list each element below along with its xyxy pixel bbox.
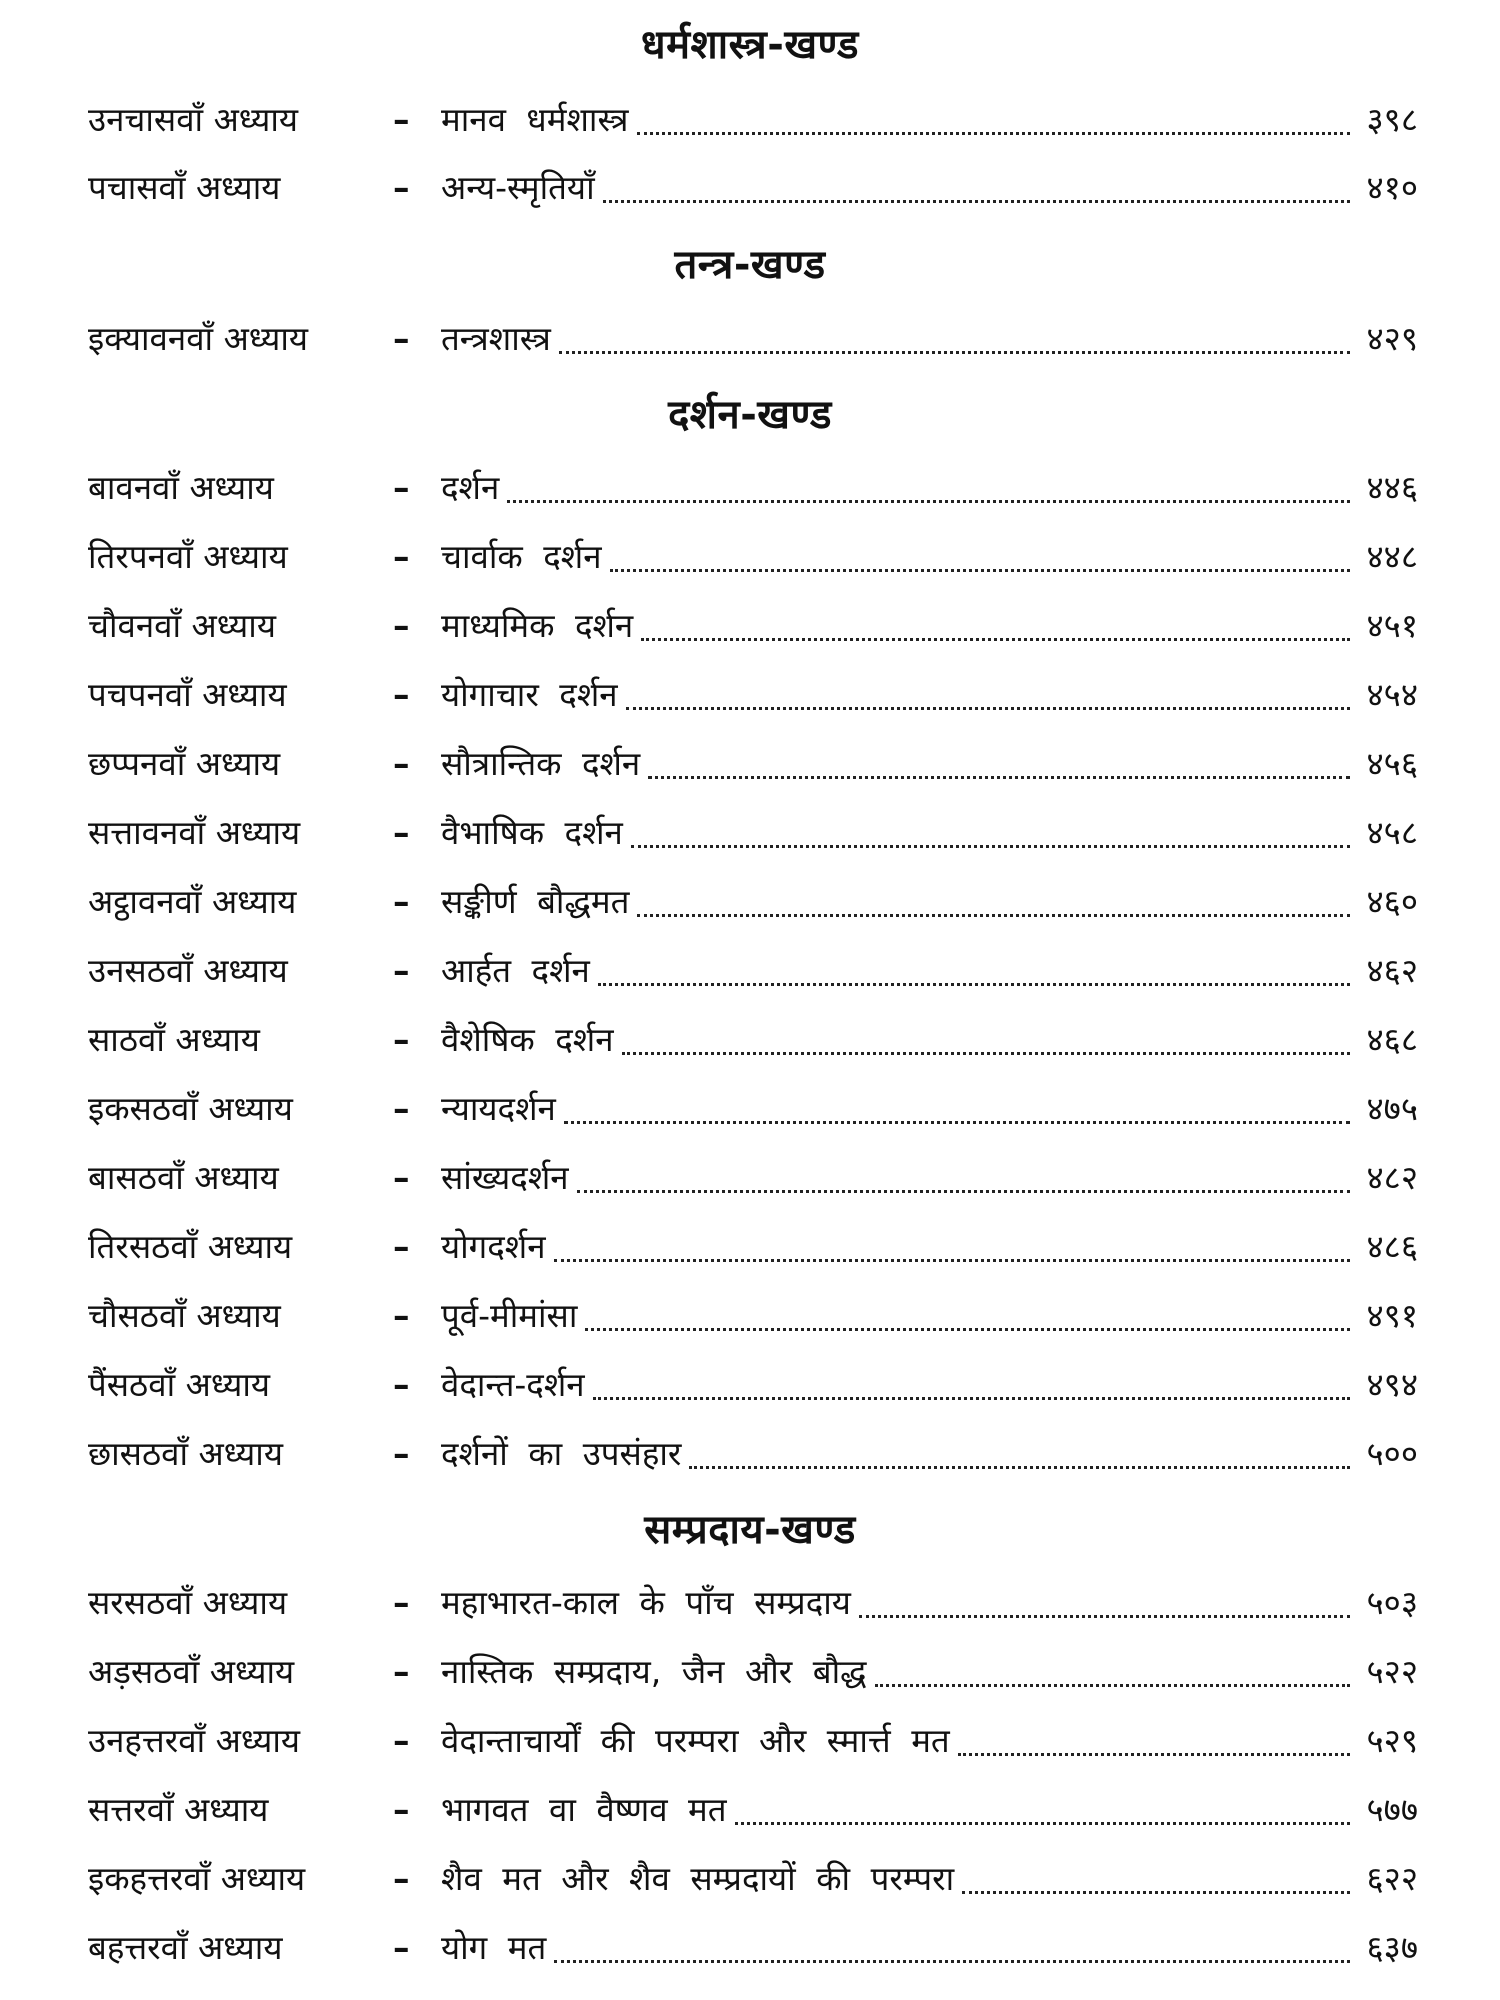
page-number: ४४८ bbox=[1366, 537, 1418, 576]
chapter-title: भागवत वा वैष्णव मत bbox=[441, 1790, 727, 1829]
toc-entry bbox=[88, 532, 1418, 582]
dash: – bbox=[393, 813, 410, 852]
chapter-title: दर्शनों का उपसंहार bbox=[441, 1434, 682, 1473]
dash: – bbox=[393, 1721, 410, 1760]
dot-leader bbox=[585, 1328, 1350, 1331]
dash: – bbox=[393, 1859, 410, 1898]
dash: – bbox=[393, 675, 410, 714]
chapter-label: छासठवाँ अध्याय bbox=[88, 1434, 283, 1473]
toc-entry bbox=[88, 95, 1418, 145]
page-number: ४४६ bbox=[1366, 468, 1418, 507]
dot-leader bbox=[554, 1960, 1350, 1963]
page-number: ४२९ bbox=[1366, 319, 1418, 358]
page-number: ४५८ bbox=[1366, 813, 1418, 852]
toc-entry bbox=[88, 1429, 1418, 1479]
dash: – bbox=[393, 1296, 410, 1335]
dash: – bbox=[393, 1652, 410, 1691]
dot-leader bbox=[631, 845, 1350, 848]
chapter-label: पैंसठवाँ अध्याय bbox=[88, 1365, 271, 1404]
dot-leader bbox=[626, 707, 1350, 710]
chapter-label: सत्तरवाँ अध्याय bbox=[88, 1790, 269, 1829]
chapter-title: सङ्कीर्ण बौद्धमत bbox=[441, 882, 630, 921]
chapter-label: इक्यावनवाँ अध्याय bbox=[88, 319, 309, 358]
dot-leader bbox=[622, 1052, 1350, 1055]
chapter-title: योग मत bbox=[441, 1928, 547, 1967]
chapter-label: इकसठवाँ अध्याय bbox=[88, 1089, 293, 1128]
chapter-label: उनहत्तरवाँ अध्याय bbox=[88, 1721, 301, 1760]
chapter-label: अट्ठावनवाँ अध्याय bbox=[88, 882, 297, 921]
dot-leader bbox=[593, 1397, 1350, 1400]
chapter-label: बहत्तरवाँ अध्याय bbox=[88, 1928, 283, 1967]
dot-leader bbox=[641, 638, 1350, 641]
chapter-title: वैशेषिक दर्शन bbox=[441, 1020, 614, 1059]
toc-entry bbox=[88, 670, 1418, 720]
dot-leader bbox=[637, 914, 1350, 917]
page-number: ४९१ bbox=[1366, 1296, 1418, 1335]
dot-leader bbox=[559, 351, 1350, 354]
toc-entry bbox=[88, 1716, 1418, 1766]
dot-leader bbox=[598, 983, 1350, 986]
dash: – bbox=[393, 168, 410, 207]
dot-leader bbox=[648, 776, 1350, 779]
page-number: ५७७ bbox=[1366, 1790, 1418, 1829]
page-number: ४५६ bbox=[1366, 744, 1418, 783]
chapter-title: आर्हत दर्शन bbox=[441, 951, 590, 990]
dot-leader bbox=[962, 1891, 1350, 1894]
page-number: ४६८ bbox=[1366, 1020, 1418, 1059]
dot-leader bbox=[554, 1259, 1350, 1262]
dot-leader bbox=[859, 1615, 1350, 1618]
page-number: ४७५ bbox=[1366, 1089, 1418, 1128]
toc-entry bbox=[88, 463, 1418, 513]
section-heading-tantra: तन्त्र-खण्ड bbox=[674, 242, 826, 288]
page-number: ५०० bbox=[1366, 1434, 1418, 1473]
chapter-title: सौत्रान्तिक दर्शन bbox=[441, 744, 641, 783]
dash: – bbox=[393, 1928, 410, 1967]
chapter-label: तिरसठवाँ अध्याय bbox=[88, 1227, 293, 1266]
dot-leader bbox=[689, 1466, 1350, 1469]
toc-entry bbox=[88, 1854, 1418, 1904]
page-number: ४९४ bbox=[1366, 1365, 1418, 1404]
toc-entry bbox=[88, 601, 1418, 651]
chapter-title: चार्वाक दर्शन bbox=[441, 537, 602, 576]
dash: – bbox=[393, 319, 410, 358]
chapter-title: वैभाषिक दर्शन bbox=[441, 813, 623, 852]
chapter-label: छप्पनवाँ अध्याय bbox=[88, 744, 281, 783]
chapter-title: दर्शन bbox=[441, 468, 500, 507]
toc-entry bbox=[88, 1084, 1418, 1134]
chapter-title: माध्यमिक दर्शन bbox=[441, 606, 634, 645]
toc-entry bbox=[88, 163, 1418, 213]
chapter-title: महाभारत-काल के पाँच सम्प्रदाय bbox=[441, 1583, 851, 1622]
chapter-label: पचपनवाँ अध्याय bbox=[88, 675, 287, 714]
section-heading-darshan: दर्शन-खण्ड bbox=[668, 392, 832, 438]
chapter-title: मानव धर्मशास्त्र bbox=[441, 100, 629, 139]
toc-entry bbox=[88, 1785, 1418, 1835]
toc-entry bbox=[88, 1360, 1418, 1410]
toc-entry bbox=[88, 1291, 1418, 1341]
chapter-label: सरसठवाँ अध्याय bbox=[88, 1583, 288, 1622]
chapter-title: अन्य-स्मृतियाँ bbox=[441, 168, 595, 207]
page-number: ४८२ bbox=[1366, 1158, 1418, 1197]
dash: – bbox=[393, 100, 410, 139]
page-number: ४५४ bbox=[1366, 675, 1418, 714]
chapter-title: नास्तिक सम्प्रदाय, जैन और बौद्ध bbox=[441, 1652, 867, 1691]
chapter-label: सत्तावनवाँ अध्याय bbox=[88, 813, 301, 852]
toc-entry bbox=[88, 314, 1418, 364]
dot-leader bbox=[958, 1753, 1350, 1756]
dot-leader bbox=[610, 569, 1350, 572]
page-number: ४६० bbox=[1366, 882, 1418, 921]
page-number: ६२२ bbox=[1366, 1859, 1418, 1898]
dash: – bbox=[393, 468, 410, 507]
toc-entry bbox=[88, 739, 1418, 789]
chapter-label: बावनवाँ अध्याय bbox=[88, 468, 274, 507]
dot-leader bbox=[564, 1121, 1350, 1124]
toc-entry bbox=[88, 1923, 1418, 1973]
chapter-label: अड़सठवाँ अध्याय bbox=[88, 1652, 295, 1691]
dash: – bbox=[393, 951, 410, 990]
dot-leader bbox=[875, 1684, 1351, 1687]
toc-entry bbox=[88, 946, 1418, 996]
dot-leader bbox=[637, 132, 1350, 135]
chapter-title: सांख्यदर्शन bbox=[441, 1158, 569, 1197]
toc-entry bbox=[88, 1647, 1418, 1697]
dash: – bbox=[393, 1790, 410, 1829]
dash: – bbox=[393, 1365, 410, 1404]
toc-entry bbox=[88, 877, 1418, 927]
chapter-title: न्यायदर्शन bbox=[441, 1089, 556, 1128]
chapter-label: साठवाँ अध्याय bbox=[88, 1020, 260, 1059]
chapter-label: चौवनवाँ अध्याय bbox=[88, 606, 276, 645]
section-heading-dharmashastra: धर्मशास्त्र-खण्ड bbox=[641, 22, 859, 68]
toc-entry bbox=[88, 1222, 1418, 1272]
chapter-title: योगाचार दर्शन bbox=[441, 675, 618, 714]
toc-entry bbox=[88, 1015, 1418, 1065]
page-number: ४६२ bbox=[1366, 951, 1418, 990]
chapter-title: तन्त्रशास्त्र bbox=[441, 319, 551, 358]
chapter-label: उनसठवाँ अध्याय bbox=[88, 951, 288, 990]
chapter-label: चौसठवाँ अध्याय bbox=[88, 1296, 281, 1335]
chapter-label: बासठवाँ अध्याय bbox=[88, 1158, 279, 1197]
dash: – bbox=[393, 1020, 410, 1059]
dash: – bbox=[393, 1583, 410, 1622]
page-number: ४५१ bbox=[1366, 606, 1418, 645]
dot-leader bbox=[507, 500, 1350, 503]
page-number: ३९८ bbox=[1366, 100, 1418, 139]
dash: – bbox=[393, 1158, 410, 1197]
section-heading-sampradaya: सम्प्रदाय-खण्ड bbox=[644, 1507, 856, 1553]
dash: – bbox=[393, 606, 410, 645]
dash: – bbox=[393, 882, 410, 921]
toc-entry bbox=[88, 1153, 1418, 1203]
chapter-title: वेदान्ताचार्यों की परम्परा और स्मार्त्त मत bbox=[441, 1721, 950, 1760]
dash: – bbox=[393, 1089, 410, 1128]
dash: – bbox=[393, 1434, 410, 1473]
chapter-label: पचासवाँ अध्याय bbox=[88, 168, 281, 207]
dot-leader bbox=[735, 1822, 1350, 1825]
toc-entry bbox=[88, 808, 1418, 858]
chapter-title: योगदर्शन bbox=[441, 1227, 546, 1266]
page-number: ४८६ bbox=[1366, 1227, 1418, 1266]
chapter-title: शैव मत और शैव सम्प्रदायों की परम्परा bbox=[441, 1859, 955, 1898]
page-number: ५०३ bbox=[1366, 1583, 1418, 1622]
chapter-title: पूर्व-मीमांसा bbox=[441, 1296, 578, 1335]
page-number: ५२९ bbox=[1366, 1721, 1418, 1760]
chapter-label: तिरपनवाँ अध्याय bbox=[88, 537, 288, 576]
chapter-label: इकहत्तरवाँ अध्याय bbox=[88, 1859, 306, 1898]
toc-entry bbox=[88, 1578, 1418, 1628]
dash: – bbox=[393, 1227, 410, 1266]
page-number: ५२२ bbox=[1366, 1652, 1418, 1691]
dot-leader bbox=[603, 200, 1350, 203]
page-number: ६३७ bbox=[1366, 1928, 1418, 1967]
chapter-label: उनचासवाँ अध्याय bbox=[88, 100, 299, 139]
dash: – bbox=[393, 744, 410, 783]
page-number: ४१० bbox=[1366, 168, 1418, 207]
dash: – bbox=[393, 537, 410, 576]
dot-leader bbox=[577, 1190, 1350, 1193]
chapter-title: वेदान्त-दर्शन bbox=[441, 1365, 585, 1404]
